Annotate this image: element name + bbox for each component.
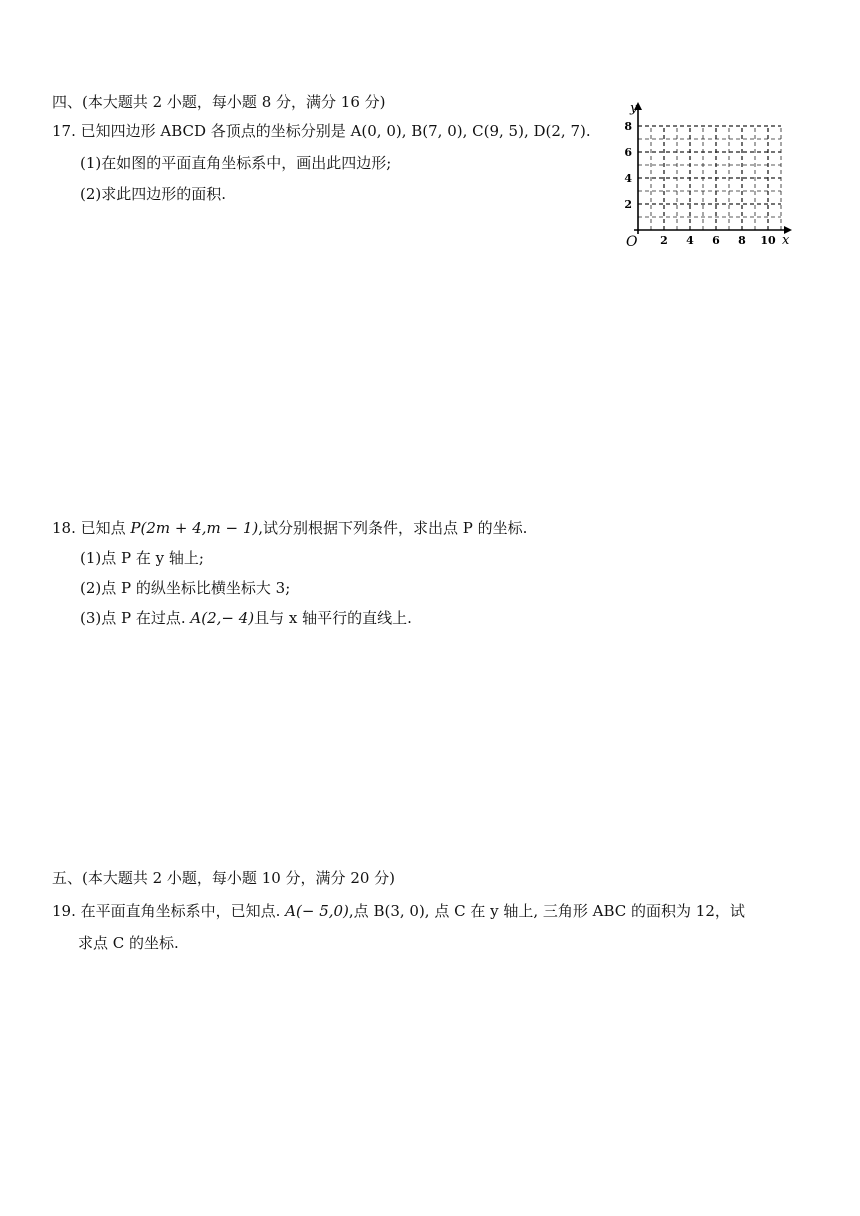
question-17-part-2: (2)求此四边形的面积. [80,185,227,203]
question-18-part-2: (2)点 P 的纵坐标比横坐标大 3; [80,579,291,597]
x-axis-label: x [782,233,790,248]
question-18-stem-prefix: 18. 已知点 [52,519,131,537]
y-tick-label: 4 [624,172,632,185]
y-tick-label: 2 [624,198,632,211]
x-tick-label: 8 [738,234,746,247]
question-18-part-3-prefix: (3)点 P 在过点. [80,609,191,627]
question-18-part-1: (1)点 P 在 y 轴上; [80,549,204,567]
question-19-prefix: 19. 在平面直角坐标系中，已知点. [52,902,286,920]
x-tick-label: 2 [660,234,668,247]
section-heading-5: 五、(本大题共 2 小题，每小题 10 分，满分 20 分) [52,869,396,887]
x-tick-label: 4 [686,234,694,247]
question-18-part-3-suffix: 且与 x 轴平行的直线上. [254,609,412,627]
section-heading-4: 四、(本大题共 2 小题，每小题 8 分，满分 16 分) [52,93,386,111]
y-tick-labels [624,120,632,211]
question-18-stem [52,518,527,538]
question-18-part-3 [80,608,412,628]
x-tick-labels [660,234,776,247]
origin-label: O [626,234,638,250]
y-tick-label: 8 [624,120,632,133]
point-a-expression: A(2,− 4) [190,609,255,627]
y-tick-label: 6 [624,146,632,159]
grid-lines [638,126,781,230]
y-axis-label: y [630,101,638,116]
coordinate-grid-figure [618,98,798,250]
x-tick-label: 6 [712,234,720,247]
point-a-expression-19: A(− 5,0) [285,902,349,920]
question-17-stem: 17. 已知四边形 ABCD 各顶点的坐标分别是 A(0, 0), B(7, 0), C(9, 5), D(2, 7). [52,122,591,140]
question-19-line-2: 求点 C 的坐标. [78,934,179,952]
question-18-stem-suffix: ,试分别根据下列条件，求出点 P 的坐标. [258,519,528,537]
x-tick-label: 10 [760,234,776,247]
question-17-part-1: (1)在如图的平面直角坐标系中，画出此四边形; [80,154,392,172]
question-19-suffix: ,点 B(3, 0), 点 C 在 y 轴上, 三角形 ABC 的面积为 12，试 [348,902,745,920]
point-p-expression: P(2m + 4,m − 1) [130,519,259,537]
question-19-line-1 [52,901,745,921]
